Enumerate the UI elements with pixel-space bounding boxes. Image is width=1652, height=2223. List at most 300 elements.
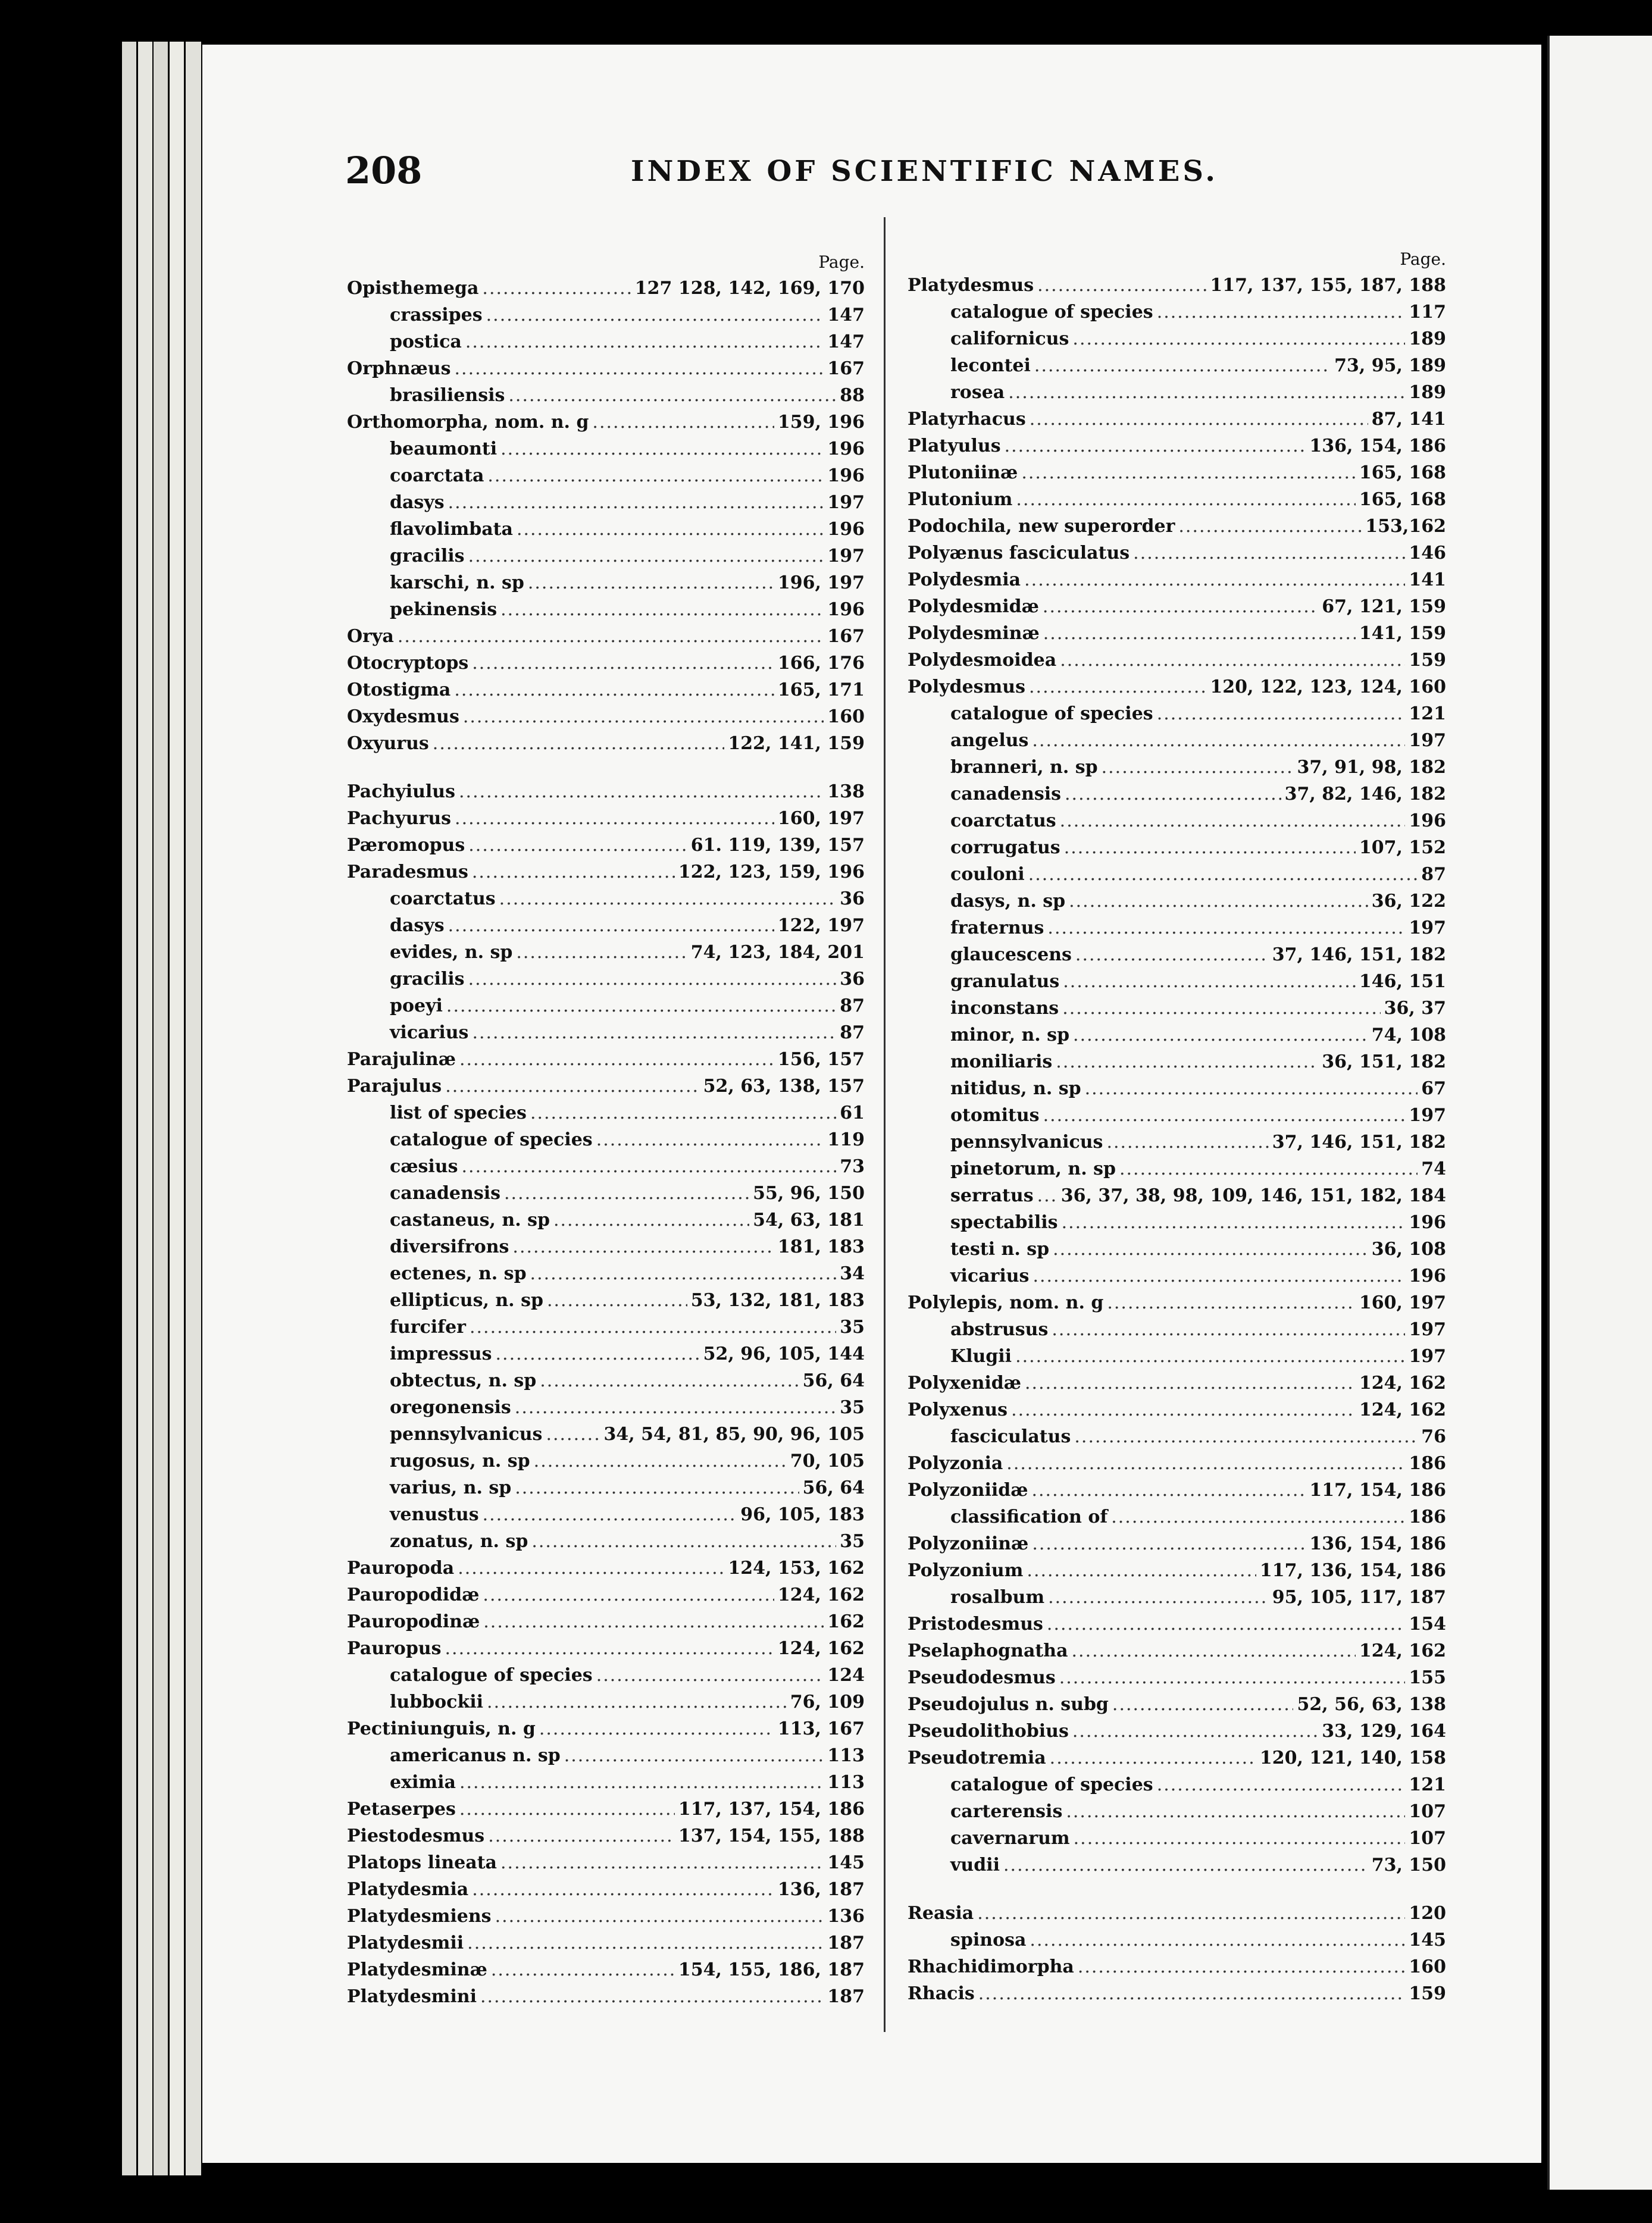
index-entry [908,1557,1446,1584]
entry-term: vicarius [950,1266,1030,1286]
entry-pages: 74, 108 [1371,1025,1446,1045]
entry-term: pennsylvanicus [390,1424,543,1445]
entry-pages: 187 [827,1933,865,1953]
index-entry [347,275,865,302]
entry-pages: 35 [840,1531,865,1552]
index-subentry [908,1825,1446,1852]
page-column-label: Page. [1400,249,1446,269]
entry-pages: 137, 154, 155, 188 [678,1826,865,1846]
index-entry [347,677,865,703]
dot-leader [1065,781,1281,807]
dot-leader [1074,1825,1406,1852]
dot-leader [1005,433,1306,459]
entry-pages: 117, 137, 154, 186 [678,1799,865,1820]
index-subentry [347,1260,865,1287]
entry-pages: 167 [827,626,865,647]
index-entry [908,272,1446,299]
dot-leader [978,1980,1406,2007]
index-entry [908,593,1446,620]
dot-leader [528,569,774,596]
dot-leader [1106,1129,1268,1156]
dot-leader [1056,1048,1318,1075]
entry-pages: 88 [840,385,865,406]
index-subentry [908,1102,1446,1129]
dot-leader [512,1233,774,1260]
index-subentry [347,992,865,1019]
entry-term: Otocryptops [347,653,469,674]
index-subentry [908,1236,1446,1263]
index-entry [908,1611,1446,1637]
dot-leader [516,939,687,966]
dot-leader [1075,941,1269,968]
entry-pages: 76 [1421,1426,1446,1447]
entry-pages: 113, 167 [777,1718,865,1739]
entry-term: impressus [390,1344,492,1364]
index-subentry [347,543,865,569]
dot-leader [1034,352,1331,379]
index-subentry [908,1504,1446,1530]
entry-pages: 70, 105 [790,1451,865,1471]
entry-term: cæsius [390,1156,458,1177]
dot-leader [468,966,837,992]
entry-pages: 96, 105, 183 [740,1504,865,1525]
index-entry [908,1530,1446,1557]
entry-term: rugosus, n. sp [390,1451,530,1471]
dot-leader [1031,1477,1306,1504]
entry-pages: 121 [1409,1774,1446,1795]
index-subentry [347,328,865,355]
entry-pages: 160 [827,706,865,727]
entry-term: Orya [347,626,394,647]
index-subentry [908,700,1446,727]
entry-term: couloni [950,864,1025,885]
index-entry [347,1983,865,2010]
entry-pages: 196 [1409,810,1446,831]
entry-pages: 141, 159 [1359,623,1446,644]
entry-pages: 37, 82, 146, 182 [1284,784,1446,804]
entry-term: americanus n. sp [390,1745,561,1766]
dot-leader [1008,379,1405,406]
dot-leader [1032,1263,1405,1289]
entry-pages: 36, 37 [1384,998,1446,1019]
entry-pages: 73, 95, 189 [1334,355,1446,376]
index-entry [908,1900,1446,1927]
index-entry [908,513,1446,540]
dot-leader [1043,593,1318,620]
page-stack-edge [186,42,201,2175]
index-subentry [347,569,865,596]
entry-term: flavolimbata [390,519,513,540]
entry-pages: 120 [1409,1903,1446,1924]
entry-term: Oxydesmus [347,706,459,727]
index-subentry [347,1394,865,1421]
entry-term: otomitus [950,1105,1040,1126]
dot-leader [1102,754,1294,781]
entry-term: carterensis [950,1801,1063,1822]
entry-term: Platops lineata [347,1852,497,1873]
dot-leader [1032,1530,1306,1557]
entry-pages: 37, 146, 151, 182 [1272,944,1446,965]
entry-pages: 124, 162 [777,1638,865,1659]
entry-term: glaucescens [950,944,1072,965]
running-title: INDEX OF SCIENTIFIC NAMES. [631,155,1218,188]
entry-pages: 181, 183 [777,1236,865,1257]
dot-leader [472,859,675,885]
index-subentry [347,912,865,939]
index-entry [347,832,865,859]
entry-term: Platydesmia [347,1879,469,1900]
dot-leader [500,1849,824,1876]
dot-leader [977,1900,1405,1927]
entry-term: Orthomorpha, nom. n. g [347,412,589,433]
dot-leader [1074,1423,1418,1450]
entry-term: Paradesmus [347,862,468,882]
entry-term: Polydesmia [908,569,1021,590]
dot-leader [1006,1450,1405,1477]
dot-leader [547,1287,687,1314]
dot-leader [1060,807,1406,834]
index-entry [347,1930,865,1956]
index-subentry [347,596,865,623]
dot-leader [455,355,824,382]
index-subentry [347,1689,865,1715]
dot-leader [1030,1927,1405,1953]
dot-leader [1048,1584,1269,1611]
entry-term: corrugatus [950,837,1060,858]
index-subentry [908,1048,1446,1075]
index-entry [347,355,865,382]
dot-leader [398,623,824,650]
entry-pages: 121 [1409,703,1446,724]
index-subentry [908,915,1446,941]
index-subentry [908,861,1446,888]
entry-pages: 196, 197 [777,572,865,593]
entry-term: Platydesmus [908,275,1034,296]
entry-pages: 61 [840,1103,865,1123]
index-subentry [347,1314,865,1341]
dot-leader [539,1715,774,1742]
entry-term: classification of [950,1507,1108,1527]
index-entry [908,1691,1446,1718]
entry-term: varius, n. sp [390,1477,512,1498]
entry-term: Orphnæus [347,358,451,379]
dot-leader [1043,1102,1406,1129]
dot-leader [459,1769,824,1796]
index-subentry [347,939,865,966]
dot-leader [1060,647,1405,674]
dot-leader [1107,1289,1356,1316]
index-subentry [908,995,1446,1022]
entry-pages: 95, 105, 117, 187 [1272,1587,1446,1608]
entry-term: Pauropoda [347,1558,455,1579]
entry-term: Pseudolithobius [908,1721,1069,1742]
index-entry [908,1397,1446,1423]
entry-pages: 159, 196 [777,412,865,433]
entry-term: diversifrons [390,1236,509,1257]
dot-leader [472,1019,836,1046]
index-entry [347,1876,865,1903]
index-entry [908,1370,1446,1397]
entry-term: fraternus [950,918,1044,938]
index-subentry [908,888,1446,915]
entry-pages: 162 [827,1611,865,1632]
index-subentry [347,462,865,489]
index-subentry [908,727,1446,754]
dot-leader [508,382,836,409]
entry-pages: 145 [827,1852,865,1873]
page-number: 208 [345,149,423,192]
dot-leader [480,1983,824,2010]
index-entry [347,650,865,677]
entry-pages: 117, 154, 186 [1309,1480,1446,1501]
entry-pages: 52, 56, 63, 138 [1297,1694,1446,1715]
index-entry [347,1073,865,1100]
dot-leader [1027,1557,1256,1584]
entry-pages: 146, 151 [1359,971,1446,992]
index-subentry [347,516,865,543]
entry-pages: 154 [1409,1614,1446,1635]
entry-term: granulatus [950,971,1060,992]
dot-leader [1043,620,1356,647]
entry-term: Pristodesmus [908,1614,1043,1635]
entry-term: catalogue of species [950,703,1153,724]
dot-leader [1073,1022,1368,1048]
entry-term: Reasia [908,1903,974,1924]
dot-leader [1112,1691,1294,1718]
index-subentry [347,1100,865,1126]
entry-term: Parajulinæ [347,1049,456,1070]
entry-pages: 107, 152 [1359,837,1446,858]
entry-term: Polyxenus [908,1399,1008,1420]
index-subentry [347,1662,865,1689]
entry-pages: 136, 154, 186 [1309,1533,1446,1554]
entry-pages: 124, 162 [1359,1373,1446,1394]
index-entry [347,1823,865,1849]
entry-term: inconstans [950,998,1059,1019]
index-subentry [347,1287,865,1314]
entry-term: Klugii [950,1346,1012,1367]
index-entry [347,730,865,757]
entry-pages: 54, 63, 181 [753,1210,865,1231]
dot-leader [1062,1209,1406,1236]
dot-leader [530,1260,837,1287]
dot-leader [455,805,774,832]
entry-pages: 186 [1409,1507,1446,1527]
entry-pages: 197 [827,492,865,513]
dot-leader [1157,299,1406,325]
entry-term: lubbockii [390,1692,484,1712]
dot-leader [1052,1316,1405,1343]
entry-pages: 153,162 [1365,516,1446,537]
entry-pages: 37, 91, 98, 182 [1297,757,1446,778]
index-subentry [347,1742,865,1769]
entry-pages: 33, 129, 164 [1322,1721,1446,1742]
dot-leader [1025,1370,1356,1397]
entry-term: Plutoniinæ [908,462,1018,483]
entry-pages: 117 [1409,302,1446,323]
entry-pages: 120, 121, 140, 158 [1259,1748,1446,1768]
entry-pages: 160 [1409,1956,1446,1977]
entry-term: coarctatus [390,888,496,909]
entry-pages: 165, 168 [1359,462,1446,483]
entry-pages: 34 [840,1263,865,1284]
entry-pages: 35 [840,1317,865,1338]
dot-leader [1047,1611,1405,1637]
dot-leader [483,1608,824,1635]
entry-pages: 36, 108 [1371,1239,1446,1260]
entry-pages: 154, 155, 186, 187 [678,1959,865,1980]
index-entry [347,1849,865,1876]
index-entry [347,623,865,650]
index-entry [347,1555,865,1582]
dot-leader [1133,540,1405,566]
index-subentry [908,1263,1446,1289]
entry-term: serratus [950,1185,1034,1206]
index-subentry [908,754,1446,781]
page-column-label: Page. [818,252,865,272]
entry-term: list of species [390,1103,527,1123]
entry-pages: 196 [1409,1266,1446,1286]
dot-leader [1063,968,1356,995]
entry-term: minor, n. sp [950,1025,1070,1045]
entry-pages: 197 [827,546,865,566]
dot-leader [462,1153,837,1180]
dot-leader [483,1582,774,1608]
entry-pages: 74, 123, 184, 201 [690,942,865,963]
entry-term: canadensis [390,1183,501,1204]
entry-term: catalogue of species [950,1774,1153,1795]
entry-pages: 146 [1409,543,1446,563]
entry-term: Polydesmoidea [908,650,1057,671]
index-subentry [347,885,865,912]
entry-pages: 141 [1409,569,1446,590]
dot-leader [1072,1718,1318,1745]
entry-term: Piestodesmus [347,1826,485,1846]
entry-pages: 61. 119, 139, 157 [690,835,865,856]
dot-leader [448,489,824,516]
index-subentry [908,1129,1446,1156]
dot-leader [1072,325,1405,352]
dot-leader [1047,915,1405,941]
entry-term: californicus [950,328,1069,349]
dot-leader [515,1394,836,1421]
index-subentry [908,352,1446,379]
entry-pages: 119 [827,1129,865,1150]
dot-leader [445,1073,699,1100]
index-subentry [347,436,865,462]
index-subentry [908,1852,1446,1878]
index-entry [908,1953,1446,1980]
dot-leader [1029,674,1206,700]
dot-leader [448,912,774,939]
entry-pages: 34, 54, 81, 85, 90, 96, 105 [603,1424,865,1445]
entry-term: Polyzonia [908,1453,1003,1474]
entry-pages: 147 [827,305,865,325]
entry-term: Platydesminæ [347,1959,487,1980]
entry-pages: 55, 96, 150 [753,1183,865,1204]
index-subentry [347,1769,865,1796]
entry-term: dasys, n. sp [950,891,1066,912]
entry-term: Platydesmiens [347,1906,492,1927]
index-subentry [347,1528,865,1555]
entry-term: cavernarum [950,1828,1070,1849]
index-entry [908,406,1446,433]
entry-term: Polyænus fasciculatus [908,543,1130,563]
dot-leader [1032,727,1405,754]
dot-leader [531,1528,836,1555]
index-column-right [908,247,1446,2007]
entry-pages: 87 [840,995,865,1016]
dot-leader [1003,1852,1368,1878]
entry-term: dasys [390,915,445,936]
entry-term: ellipticus, n. sp [390,1290,543,1311]
index-column-left [347,250,865,2010]
index-entry [908,540,1446,566]
dot-leader [1157,700,1406,727]
index-subentry [908,1343,1446,1370]
entry-term: vudii [950,1855,1000,1876]
dot-leader [463,703,824,730]
entry-pages: 187 [827,1986,865,2007]
entry-term: Pauropus [347,1638,442,1659]
entry-pages: 67 [1421,1078,1446,1099]
entry-pages: 155 [1409,1667,1446,1688]
entry-term: pinetorum, n. sp [950,1159,1116,1179]
entry-pages: 52, 63, 138, 157 [703,1076,865,1097]
index-subentry [347,382,865,409]
index-subentry [908,1423,1446,1450]
index-entry [908,1289,1446,1316]
entry-term: Polydesmus [908,677,1025,697]
entry-term: Pseudodesmus [908,1667,1056,1688]
entry-term: obtectus, n. sp [390,1370,537,1391]
entry-term: Oxyurus [347,733,429,754]
entry-pages: 113 [827,1745,865,1766]
dot-leader [592,409,774,436]
dot-leader [495,1903,824,1930]
entry-pages: 36, 122 [1371,891,1446,912]
entry-pages: 136, 154, 186 [1309,436,1446,456]
dot-leader [1021,459,1356,486]
dot-leader [515,1474,799,1501]
entry-pages: 189 [1409,382,1446,403]
index-entry [908,1477,1446,1504]
entry-pages: 196 [1409,1212,1446,1233]
index-entry [347,1608,865,1635]
entry-term: furcifer [390,1317,466,1338]
entry-term: rosalbum [950,1587,1045,1608]
entry-pages: 197 [1409,1346,1446,1367]
dot-leader [500,596,824,623]
entry-term: brasiliensis [390,385,505,406]
dot-leader [459,778,824,805]
entry-pages: 117, 137, 155, 187, 188 [1210,275,1446,296]
entry-term: canadensis [950,784,1062,804]
index-entry [347,778,865,805]
entry-term: pennsylvanicus [950,1132,1103,1153]
dot-leader [596,1662,824,1689]
entry-term: Polydesmidæ [908,596,1039,617]
page-stack-edge [122,42,136,2175]
entry-term: oregonensis [390,1397,511,1418]
entry-term: zonatus, n. sp [390,1531,528,1552]
index-entry [908,674,1446,700]
index-subentry [347,1367,865,1394]
index-subentry [908,1022,1446,1048]
entry-pages: 122, 123, 159, 196 [678,862,865,882]
index-subentry [347,302,865,328]
dot-leader [483,1501,737,1528]
